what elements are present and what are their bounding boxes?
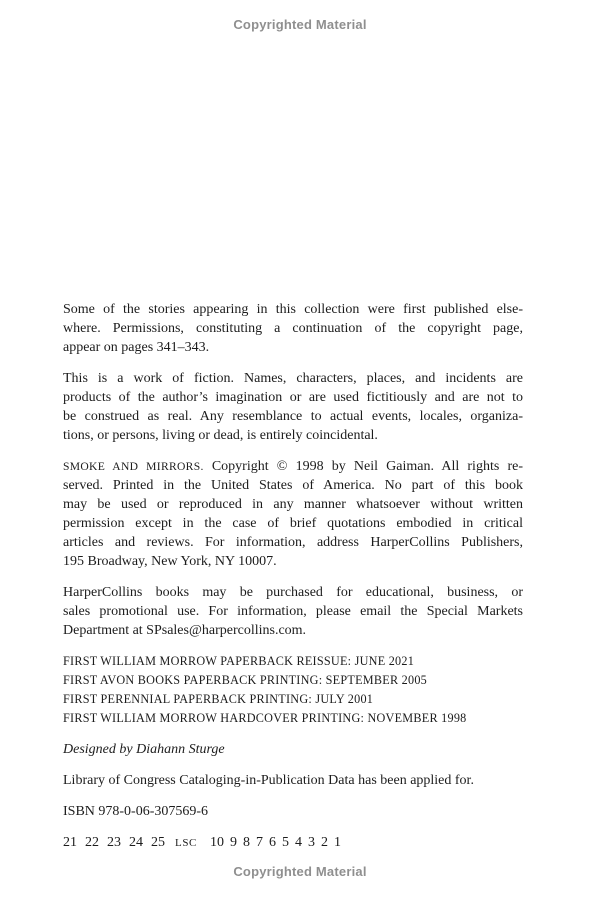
purchase-info xyxy=(63,583,523,640)
designer-credit: Designed by Diahann Sturge xyxy=(63,742,225,757)
printing-history-line: FIRST WILLIAM MORROW HARDCOVER PRINTING: NOVEMBER 1998 xyxy=(63,711,467,725)
text-line: be construed as real. Any resemblance to actual events, locales, organiza- xyxy=(63,409,523,424)
text-line: Department at SPsales@harpercollins.com. xyxy=(63,623,307,638)
text-line: served. Printed in the United States of America. No part of this book xyxy=(63,478,523,493)
printer-numbers-left: 21 22 23 24 25 xyxy=(63,835,165,850)
text-line: appear on pages 341–343. xyxy=(63,340,210,355)
printing-history-line: FIRST PERENNIAL PAPERBACK PRINTING: JULY 2001 xyxy=(63,692,374,706)
text-line xyxy=(63,457,523,476)
printing-history xyxy=(63,652,523,728)
text-line: sales promotional use. For information, please email the Special Markets xyxy=(63,604,523,619)
isbn-number: ISBN 978-0-06-307569-6 xyxy=(63,804,209,819)
fiction-disclaimer xyxy=(63,369,523,445)
printing-history-line: FIRST AVON BOOKS PAPERBACK PRINTING: SEPTEMBER 2005 xyxy=(63,673,428,687)
text-line: articles and reviews. For information, address HarperCollins Publishers, xyxy=(63,535,523,550)
printer-numbers-right: 10 9 8 7 6 5 4 3 2 1 xyxy=(209,835,341,850)
copyright-line-rest: Copyright © 1998 by Neil Gaiman. All rights re- xyxy=(203,459,523,474)
printing-history-line: FIRST WILLIAM MORROW PAPERBACK REISSUE: JUNE 2021 xyxy=(63,654,415,668)
text-line: 195 Broadway, New York, NY 10007. xyxy=(63,554,277,569)
watermark-bottom: Copyrighted Material xyxy=(233,864,367,879)
book-title-small-caps: SMOKE AND MIRRORS. xyxy=(63,460,204,473)
watermark-top: Copyrighted Material xyxy=(233,17,367,32)
text-line: HarperCollins books may be purchased for educational, business, or xyxy=(63,585,523,600)
copyright-page xyxy=(63,300,523,853)
printer-code: LSC xyxy=(175,837,197,849)
permissions-note xyxy=(63,300,523,357)
text-line: products of the author’s imagination or are used fictitiously and are not to xyxy=(63,390,523,405)
text-line: This is a work of fiction. Names, characters, places, and incidents are xyxy=(63,371,523,386)
text-line: where. Permissions, constituting a continuation of the copyright page, xyxy=(63,321,523,336)
text-line: permission except in the case of brief quotations embodied in critical xyxy=(63,516,523,531)
text-line: may be used or reproduced in any manner whatsoever without written xyxy=(63,497,523,512)
printer-key-line xyxy=(63,833,523,853)
copyright-notice xyxy=(63,457,523,571)
text-line: Some of the stories appearing in this collection were first published else- xyxy=(63,302,523,317)
loc-cataloging-note: Library of Congress Cataloging-in-Publication Data has been applied for. xyxy=(63,773,474,788)
text-line: tions, or persons, living or dead, is entirely coincidental. xyxy=(63,428,378,443)
